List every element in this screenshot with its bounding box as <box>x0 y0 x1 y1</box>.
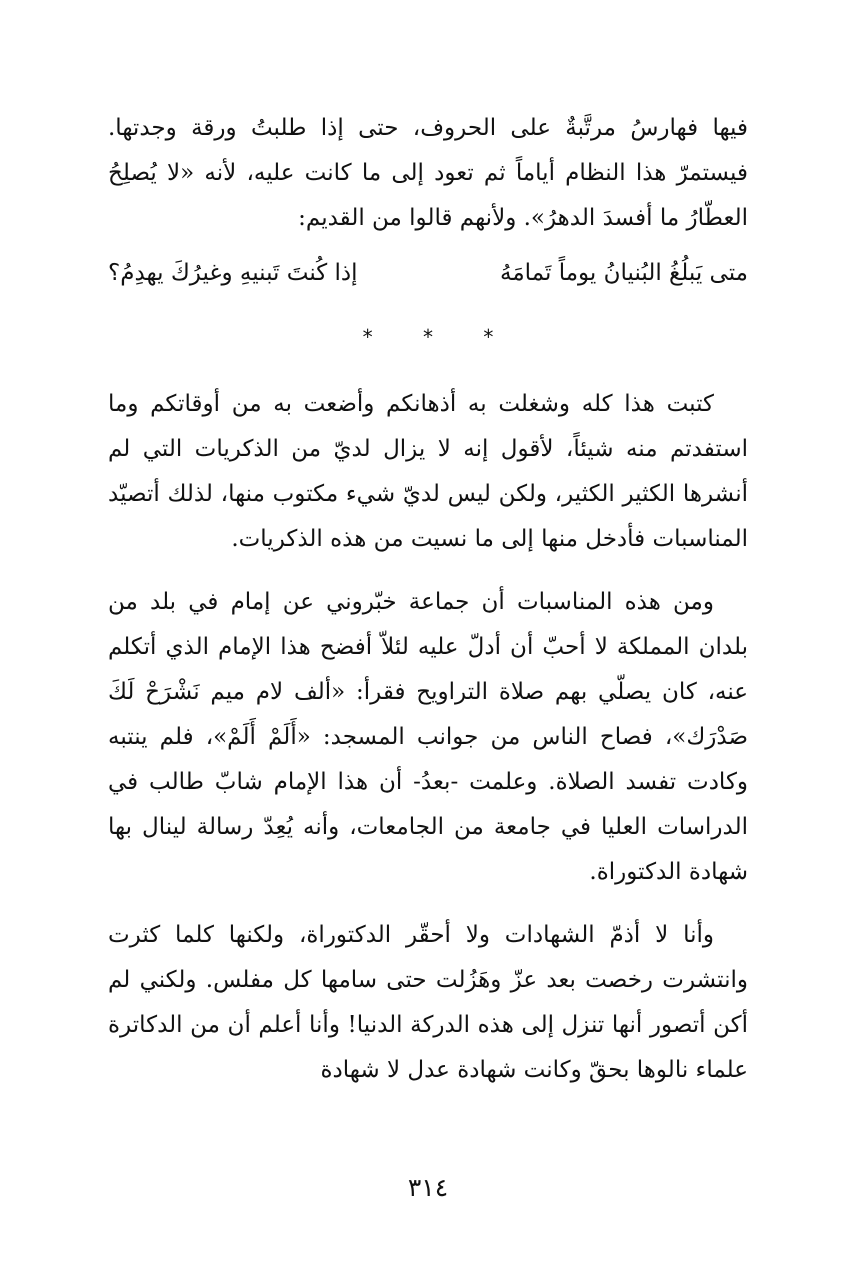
poetry-verse <box>108 251 748 296</box>
paragraph-continued: فيها فهارسُ مرتَّبةٌ على الحروف، حتى إذا طلبتُ ورقة وجدتها. فيستمرّ هذا النظام أياماً ثم تعود إلى ما كانت عليه، لأنه «لا يُصلِحُ العطّارُ ما أفسدَ الدهرُ». ولأنهم قالوا من القديم: <box>108 115 748 231</box>
section-separator: * * * <box>362 325 516 349</box>
paragraph-3: ومن هذه المناسبات أن جماعة خبّروني عن إمام في بلد من بلدان المملكة لا أحبّ أن أدلّ عليه لئلاّ أفضح هذا الإمام الذي أتكلم عنه، كان يصلّي بهم صلاة التراويح فقرأ: «ألف لام ميم نَشْرَحْ لَكَ صَدْرَك»، فصاح الناس من جوانب المسجد: «أَلَمْ أَلَمْ»، فلم ينتبه وكادت تفسد الصلاة. وعلمت -بعدُ- أن هذا الإمام شابّ طالب في الدراسات العليا في جامعة من الجامعات، وأنه يُعِدّ رسالة لينال بها شهادة الدكتوراة. <box>108 589 748 885</box>
paragraph-4: وأنا لا أذمّ الشهادات ولا أحقّر الدكتوراة، ولكنها كلما كثرت وانتشرت رخصت بعد عزّ وهَزُلت حتى سامها كل مفلس. ولكني لم أكن أتصور أنها تنزل إلى هذه الدركة الدنيا! وأنا أعلم أن من الدكاترة علماء نالوها بحقّ وكانت شهادة عدل لا شهادة <box>108 922 748 1083</box>
page-number: ٣١٤ <box>407 1173 449 1202</box>
verse-first-hemistich: متى يَبلُغُ البُنيانُ يوماً تَمامَهُ <box>500 260 748 286</box>
paragraph-2: كتبت هذا كله وشغلت به أذهانكم وأضعت به من أوقاتكم وما استفدتم منه شيئاً، لأقول إنه لا يزال لديّ من الذكريات التي لم أنشرها الكثير الكثير، ولكن ليس لديّ شيء مكتوب منها، لذلك أتصيّد المناسبات فأدخل منها إلى ما نسيت من هذه الذكريات. <box>108 391 748 552</box>
page-body <box>108 106 748 1093</box>
verse-second-hemistich: إذا كُنتَ تَبنيهِ وغيرُكَ يهدِمُ؟ <box>108 260 358 286</box>
